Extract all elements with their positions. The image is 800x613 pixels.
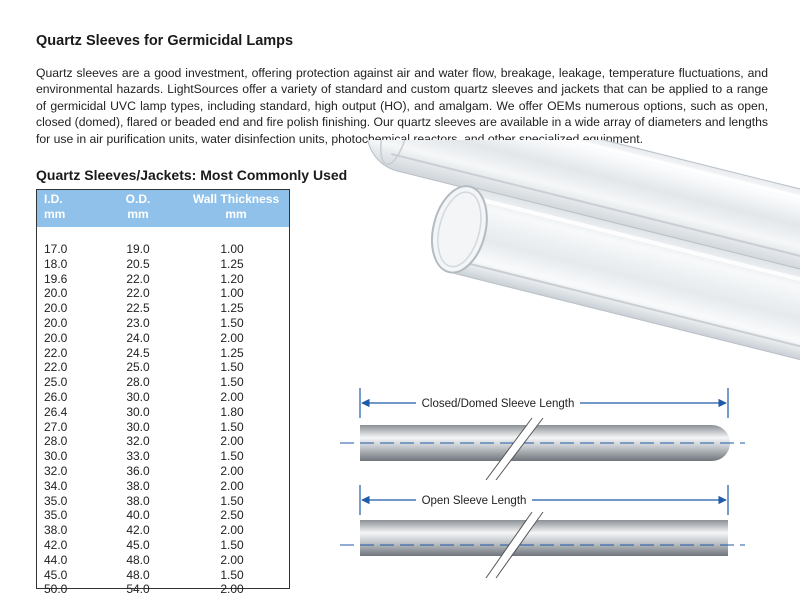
- cell-id: 44.0: [44, 552, 68, 567]
- cell-od: 40.0: [126, 508, 150, 523]
- cell-od: 30.0: [126, 419, 150, 434]
- cell-wall-thickness: 2.00: [220, 389, 244, 404]
- table-row: [37, 331, 289, 346]
- sleeve-length-diagram: [340, 380, 760, 580]
- table-row: [37, 434, 289, 449]
- cell-od: 19.0: [126, 242, 150, 256]
- quartz-tubes-photo: [355, 140, 800, 380]
- cell-wall-thickness: 1.00: [220, 286, 244, 301]
- table-row: [37, 538, 289, 553]
- cell-wall-thickness: 1.20: [220, 271, 244, 286]
- cell-od: 25.0: [126, 360, 150, 375]
- header-id: [44, 192, 65, 222]
- cell-wall-thickness: 1.50: [220, 493, 244, 508]
- cell-od: 48.0: [126, 552, 150, 567]
- cell-wall-thickness: 1.25: [220, 345, 244, 360]
- table-row: [37, 286, 289, 301]
- table-row: [37, 523, 289, 538]
- cell-wall-thickness: 2.00: [220, 478, 244, 493]
- closed-sleeve-diagram: [340, 388, 745, 480]
- cell-od: 30.0: [126, 389, 150, 404]
- cell-od: 33.0: [126, 449, 150, 464]
- cell-id: 35.0: [44, 508, 68, 523]
- header-wt-unit: mm: [225, 207, 247, 221]
- table-row: [37, 582, 289, 597]
- cell-wall-thickness: 1.50: [220, 375, 244, 390]
- cell-wall-thickness: 2.00: [220, 434, 244, 449]
- table-row: [37, 272, 289, 287]
- cell-wall-thickness: 2.00: [220, 330, 244, 345]
- cell-wall-thickness: 2.00: [220, 552, 244, 567]
- table-header: [37, 190, 289, 227]
- open-sleeve-diagram: [340, 485, 745, 578]
- cell-od: 32.0: [126, 434, 150, 449]
- cell-od: 23.0: [126, 315, 150, 330]
- cell-wall-thickness: 1.25: [220, 256, 244, 271]
- cell-od: 38.0: [126, 493, 150, 508]
- header-id-unit: mm: [44, 207, 66, 221]
- cell-id: 26.0: [44, 389, 68, 404]
- cell-wall-thickness: 1.80: [220, 404, 244, 419]
- table-row: [37, 449, 289, 464]
- cell-od: 20.5: [126, 256, 150, 271]
- cell-wall-thickness: 1.50: [220, 315, 244, 330]
- table-row: [37, 553, 289, 568]
- table-row: [37, 420, 289, 435]
- cell-od: 24.5: [126, 345, 150, 360]
- table-row: [37, 390, 289, 405]
- cell-id: 32.0: [44, 463, 68, 478]
- cell-id: 50.0: [44, 582, 68, 597]
- cell-id: 17.0: [44, 242, 68, 256]
- cell-id: 25.0: [44, 375, 68, 390]
- table-row: [37, 375, 289, 390]
- cell-id: 42.0: [44, 537, 68, 552]
- table-row: [37, 301, 289, 316]
- cell-id: 38.0: [44, 523, 68, 538]
- cell-id: 18.0: [44, 256, 68, 271]
- page-title: Quartz Sleeves for Germicidal Lamps: [36, 33, 294, 49]
- intro-paragraph: Quartz sleeves are a good investment, offering protection against air and water flow, breakage, leakage, temperature fluctuations, and environmental hazards. LightSources offer a variety of standard and custom quartz sleeves and jackets that can be applied to a range of germicidal UVC lamp types, including standard, high output (HO), and amalgam. We offer OEMs numerous options, such as open, closed (domed), flared or beaded end and fire polish finishing. Our quartz sleeves are available in a wide array of diameters and lengths for use in air purification units, water disinfection units, photochemical reactors, and other specialized equipment.: [36, 66, 768, 146]
- cell-id: 26.4: [44, 404, 68, 419]
- cell-od: 30.0: [126, 404, 150, 419]
- cell-id: 34.0: [44, 478, 68, 493]
- closed-length-label: Closed/Domed Sleeve Length: [421, 398, 575, 410]
- cell-od: 48.0: [126, 567, 150, 582]
- open-length-label: Open Sleeve Length: [421, 495, 527, 507]
- cell-od: 38.0: [126, 478, 150, 493]
- cell-od: 22.5: [126, 301, 150, 316]
- table-row: [37, 464, 289, 479]
- header-od: [119, 192, 157, 222]
- cell-id: 30.0: [44, 449, 68, 464]
- cell-wall-thickness: 1.50: [220, 537, 244, 552]
- table-row: [37, 316, 289, 331]
- cell-id: 22.0: [44, 345, 68, 360]
- header-id-label: I.D.: [44, 192, 63, 206]
- cell-id: 20.0: [44, 330, 68, 345]
- header-od-label: O.D.: [125, 192, 151, 206]
- cell-id: 19.6: [44, 271, 68, 286]
- cell-id: 20.0: [44, 315, 68, 330]
- table-row: [37, 242, 289, 257]
- cell-wall-thickness: 1.50: [220, 360, 244, 375]
- cell-od: 24.0: [126, 330, 150, 345]
- cell-id: 20.0: [44, 286, 68, 301]
- cell-od: 54.0: [126, 582, 150, 597]
- header-od-unit: mm: [127, 207, 149, 221]
- cell-wall-thickness: 2.50: [220, 508, 244, 523]
- table-row: [37, 568, 289, 583]
- cell-od: 22.0: [126, 286, 150, 301]
- cell-wall-thickness: 2.00: [220, 523, 244, 538]
- cell-wall-thickness: 2.00: [220, 582, 244, 597]
- cell-od: 22.0: [126, 271, 150, 286]
- table-row: [37, 360, 289, 375]
- table-heading: Quartz Sleeves/Jackets: Most Commonly Used: [36, 167, 348, 183]
- header-wall-thickness: [188, 192, 284, 222]
- table-row: [37, 508, 289, 523]
- table-body: [37, 242, 289, 597]
- cell-id: 45.0: [44, 567, 68, 582]
- cell-id: 28.0: [44, 434, 68, 449]
- cell-id: 20.0: [44, 301, 68, 316]
- cell-wall-thickness: 1.50: [220, 567, 244, 582]
- cell-wall-thickness: 1.50: [220, 449, 244, 464]
- cell-od: 28.0: [126, 375, 150, 390]
- header-wt-label: Wall Thickness: [192, 192, 280, 206]
- cell-wall-thickness: 1.50: [220, 419, 244, 434]
- cell-id: 22.0: [44, 360, 68, 375]
- cell-od: 45.0: [126, 537, 150, 552]
- cell-od: 36.0: [126, 463, 150, 478]
- cell-id: 35.0: [44, 493, 68, 508]
- table-row: [37, 479, 289, 494]
- cell-od: 42.0: [126, 523, 150, 538]
- table-row: [37, 346, 289, 361]
- table-row: [37, 405, 289, 420]
- table-row: [37, 257, 289, 272]
- table-row: [37, 494, 289, 509]
- cell-wall-thickness: 1.00: [220, 242, 244, 256]
- sleeve-spec-table: [36, 189, 290, 597]
- cell-id: 27.0: [44, 419, 68, 434]
- cell-wall-thickness: 1.25: [220, 301, 244, 316]
- cell-wall-thickness: 2.00: [220, 463, 244, 478]
